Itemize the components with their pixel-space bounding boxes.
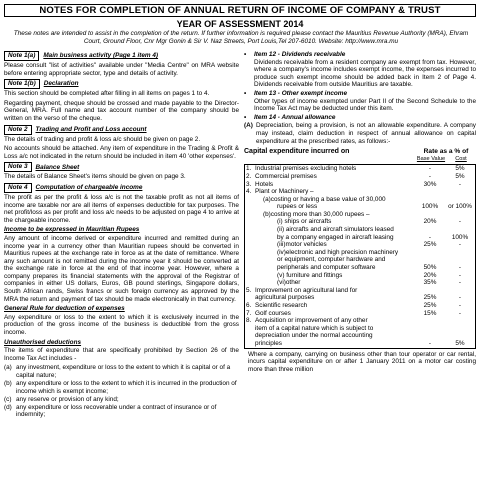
note-1b-title: Declaration (43, 80, 79, 88)
capital-allowance-table (244, 164, 476, 348)
base-value-rate: - (428, 339, 432, 347)
row-number (245, 211, 255, 219)
table-row (245, 279, 475, 287)
row-label: item of a capital nature which is subject to (255, 324, 374, 332)
row-label: rupees or less (277, 203, 318, 211)
cost-rate (445, 317, 475, 325)
currency-subheading: Income to be expressed in Mauritian Rupees (4, 226, 140, 234)
note-4-tag: Note 4 (4, 183, 32, 193)
deduction-rule-subheading: General Rule for deduction of expenses (4, 305, 125, 313)
list-item (4, 364, 239, 379)
rate-title: Rate as a % of (423, 148, 469, 156)
note-3-title: Balance Sheet (35, 163, 80, 171)
row-label: by a company engaged in aircraft leasing (277, 233, 394, 241)
cost-rate: - (458, 218, 462, 226)
cost-rate: 5% (455, 172, 465, 180)
cost-label: Cost (455, 155, 467, 162)
note-1a-heading (4, 51, 239, 61)
table-row (245, 188, 475, 196)
cost-rate (445, 325, 475, 333)
item-12-title: Item 12 - Dividends receivable (254, 51, 346, 58)
cost-rate: - (458, 309, 462, 317)
row-number (245, 226, 255, 234)
row-label: principles (255, 339, 282, 347)
base-value-rate: 25% (423, 294, 437, 302)
row-number (245, 294, 255, 302)
base-value-rate (415, 287, 445, 295)
cost-rate: - (458, 271, 462, 279)
row-number (245, 234, 255, 242)
table-row (245, 302, 475, 310)
cost-rate (445, 256, 475, 264)
base-value-rate: 20% (423, 218, 437, 226)
item-14-label: (A) (244, 122, 253, 130)
base-value-rate (415, 256, 445, 264)
note-4-heading (4, 183, 239, 193)
list-item-label: (b) (4, 380, 12, 388)
cost-rate (445, 287, 475, 295)
list-item-text: any expenditure or loss recoverable under a contract of insurance or of indemnity; (16, 403, 217, 419)
base-value-rate: - (428, 172, 432, 180)
year-of-assessment: YEAR OF ASSESSMENT 2014 (176, 19, 304, 29)
table-row (245, 226, 475, 234)
row-number (245, 325, 255, 333)
row-label: (vi)other (277, 279, 301, 287)
row-label: (ii) aircrafts and aircraft simulators leased (277, 226, 394, 234)
base-value-rate: 50% (423, 264, 437, 272)
list-item-label: (a) (4, 364, 12, 372)
row-label: Industrial premises excluding hotels (255, 165, 357, 173)
note-3-text: The details of Balance Sheet's items should be given on page 3. (4, 173, 186, 181)
table-row (245, 211, 475, 219)
note-1a-text: Please consult "list of activities" available under "Media Centre" on MRA website before entering appropriate sector, type and details of activity. (4, 62, 239, 77)
table-row (245, 165, 475, 173)
cost-rate: - (458, 302, 462, 309)
list-item (4, 404, 239, 419)
list-item (4, 380, 239, 395)
cost-rate (445, 332, 475, 340)
row-number (245, 241, 255, 249)
cost-rate: - (458, 264, 462, 272)
item-13-title: Item 13 - Other exempt income (254, 89, 348, 97)
row-number: 7. (246, 309, 252, 317)
table-row (245, 325, 475, 333)
row-label: Improvement on agricultural land for (255, 286, 358, 294)
deduction-rule-text: Any expenditure or loss to the extent to which it is exclusively incurred in the production of the gross income of the business is deductible from the gross income. (4, 313, 239, 337)
row-label: Plant or Machinery – (255, 188, 314, 196)
note-1b-text-1: This section should be completed after filling in all items on pages 1 to 4. (4, 90, 210, 98)
base-value-label: Base Value (416, 155, 446, 162)
base-value-rate (415, 325, 445, 333)
base-value-rate: 25% (423, 302, 437, 309)
base-value-rate (415, 188, 445, 196)
row-label: (a)costing or having a base value of 30,000 (263, 195, 386, 203)
note-1b-heading (4, 79, 239, 89)
rate-subheading (244, 156, 476, 164)
item-12-text: Dividends receivable from a resident company are exempt from tax. However, where a company's income includes exempt income, the expenses incurred to produce such exempt income should be added back in Item 2 of Page 4. Dividends receivable from outside Mauritius are taxable. (254, 58, 476, 89)
note-2-title: Trading and Profit and Loss account (35, 125, 147, 133)
item-14-heading (244, 114, 476, 122)
table-row (245, 218, 475, 226)
list-item-label: (c) (4, 395, 12, 403)
bullet-icon: • (244, 51, 247, 58)
note-2-text-2: No accounts should be attached. Any item of expenditure in the Trading & Profit & Loss a/c not indicated in the return should be included in item 40 'other expenses'. (4, 145, 239, 160)
note-1a-tag: Note 1(a) (4, 51, 39, 61)
cost-rate: - (458, 279, 462, 287)
row-number (245, 256, 255, 264)
cost-rate: or 100% (448, 203, 472, 211)
item-14-title: Item 14 - Annual allowance (254, 113, 336, 121)
row-number: 1. (246, 165, 252, 173)
list-item-label: (d) (4, 403, 12, 411)
list-item-text: any investment, expenditure or loss to the extent to which it is capital or of a capital nature; (16, 364, 231, 379)
note-4-text: The profit as per the profit & loss a/c is not the taxable profit as not all items of income are taxable nor are all items of expenses deductible for tax purposes. The net profit/loss as per profit and loss a/c needs to be adjusted on page 4 to arrive at the chargeable income. (4, 193, 239, 224)
note-2-tag: Note 2 (4, 125, 32, 135)
table-row (245, 234, 475, 242)
row-label: (b)costing more than 30,000 rupees – (263, 210, 370, 218)
unauthorised-deductions-text: The items of expenditure that are specifically prohibited by Section 26 of the Income Tax Act includes - (4, 347, 239, 362)
base-value-rate: 35% (423, 279, 437, 287)
cost-rate: 5% (455, 165, 465, 173)
row-number (245, 272, 255, 280)
note-1b-tag: Note 1(b) (4, 79, 40, 89)
cost-rate: 5% (455, 339, 465, 347)
row-number: 8. (246, 317, 252, 325)
table-row (245, 272, 475, 280)
note-1b-text-2: Regarding payment, cheque should be crossed and made payable to the Director-General, MRA. Full name and tax account number of the company should be written on the verso of the cheque. (4, 99, 239, 122)
row-number (245, 264, 255, 272)
row-number: 6. (246, 302, 252, 309)
row-number: 3. (246, 180, 252, 188)
row-label: Acquisition or improvement of any other (255, 317, 368, 325)
cost-rate: - (458, 294, 462, 302)
cost-rate: - (458, 180, 462, 188)
cost-rate (445, 226, 475, 234)
item-13-heading (244, 90, 476, 98)
item-14-text: Depreciation, being a provision, is not an allowable expenditure. A company may instead, claim deduction in respect of annual allowance on capital expenditure at the prescribed rates, as follows:- (256, 122, 476, 145)
item-12-heading (244, 51, 476, 59)
base-value-rate: 25% (423, 241, 437, 249)
table-row (245, 264, 475, 272)
row-number (245, 249, 255, 257)
base-value-rate (415, 317, 445, 325)
note-3-heading (4, 162, 239, 172)
note-3-tag: Note 3 (4, 162, 32, 172)
row-label: (i) ships or aircrafts (277, 218, 332, 226)
left-column (4, 50, 239, 420)
base-value-rate (415, 332, 445, 340)
bullet-icon: • (244, 89, 247, 97)
table-row (245, 196, 475, 204)
item-14-paragraph (244, 122, 476, 145)
item-13-text: Other types of income exempted under Part II of the Second Schedule to the Income Tax Act may be deducted under this item. (254, 97, 476, 113)
table-row (245, 340, 475, 348)
row-number (245, 340, 255, 348)
cost-rate (445, 249, 475, 257)
table-row (245, 332, 475, 340)
row-number (245, 332, 255, 340)
note-4-title: Computation of chargeable income (35, 184, 143, 192)
base-value-rate (415, 249, 445, 257)
row-number: 2. (246, 172, 252, 180)
bullet-icon: • (244, 113, 247, 121)
cost-rate: - (458, 241, 462, 249)
table-row (245, 256, 475, 264)
base-value-rate: 100% (421, 203, 439, 211)
document-banner: NOTES FOR COMPLETION OF ANNUAL RETURN OF INCOME OF COMPANY & TRUST (4, 4, 476, 17)
list-item-text: any reserve or provision of any kind; (16, 395, 119, 403)
row-label: Commercial premises (255, 172, 317, 180)
list-item (4, 396, 239, 404)
unauthorised-deductions-subheading: Unauthorised deductions (4, 338, 82, 346)
table-row (245, 249, 475, 257)
row-label: peripherals and computer software (277, 264, 376, 272)
table-row (245, 203, 475, 211)
note-2-text-1: The details of trading and profit & loss a/c should be given on page 2. (4, 135, 201, 143)
row-number: 4. (246, 188, 252, 196)
row-number (245, 203, 255, 211)
row-label: (v) furniture and fittings (277, 271, 343, 279)
currency-text: Any amount of income derived or expenditure incurred and remitted during an income year in a currency other than Mauritian rupees should be converted in Mauritius rupees at the exchange rate in force as at the date of remittance. Where any such amount is not remitted during the income year it should be converted at the exchange rate in force at the end of that income year. However, where a company prepares its financial statements with the approval of the Registrar of companies in either US dollars, Euros, GB pound sterlings, Singapore dollars, South African rands, Swiss francs or such foreign currency as approved by the MRA the return and payment of tax should be made electronically in that currency. (4, 234, 239, 303)
table-row (245, 181, 475, 189)
note-2-heading (4, 125, 239, 135)
base-value-rate (415, 226, 445, 234)
intro-text: These notes are intended to assist in the completion of the return. If further information is required please contact the Mauritius Revenue Authority (MRA), Ehram Court, Ground Floor, Cnr Mgr Gonin & Sir V. Naz Streets, Port Louis,Tel 207-6010. Website: http://www.mra.mu (13, 30, 469, 45)
row-number: 5. (246, 286, 252, 294)
row-label: (iv)electronic and high precision machinery (277, 248, 399, 256)
base-value-rate (415, 196, 445, 204)
cost-rate (445, 196, 475, 204)
base-value-rate: 30% (423, 180, 437, 188)
row-label: depreciation under the normal accounting (255, 332, 373, 340)
motor-car-text: Where a company, carrying on business other than tour operator or car rental, incurs capital expenditure on or after 1 January 2011 on a motor car costing more than three million (248, 350, 476, 373)
cost-rate (445, 188, 475, 196)
row-number (245, 196, 255, 204)
right-column (244, 50, 476, 373)
row-label: agricultural purposes (255, 294, 315, 302)
list-item-text: any expenditure or loss to the extent to which it is incurred in the production of income which is exempt income; (16, 380, 237, 395)
base-value-rate: - (428, 165, 432, 173)
cost-rate: 100% (451, 233, 469, 241)
row-label: Golf courses (255, 309, 291, 317)
base-value-rate (415, 211, 445, 219)
table-row (245, 287, 475, 295)
row-number (245, 279, 255, 287)
unauthorised-deductions-list (4, 364, 239, 419)
base-value-rate: - (428, 233, 432, 241)
table-row (245, 241, 475, 249)
capital-expenditure-heading (244, 148, 476, 156)
table-row (245, 173, 475, 181)
row-label: (iii)motor vehicles (277, 241, 327, 249)
row-label: Hotels (255, 180, 274, 188)
capital-expenditure-title: Capital expenditure incurred on (244, 148, 350, 156)
row-label: Scientific research (255, 302, 308, 309)
row-number (245, 218, 255, 226)
row-label: or equipment, computer hardware and (277, 256, 386, 264)
cost-rate (445, 211, 475, 219)
base-value-rate: 20% (423, 271, 437, 279)
base-value-rate: 15% (423, 309, 437, 317)
table-row (245, 310, 475, 318)
note-1a-title: Main business activity (Page 1 item 4) (43, 52, 159, 60)
table-row (245, 317, 475, 325)
table-row (245, 294, 475, 302)
